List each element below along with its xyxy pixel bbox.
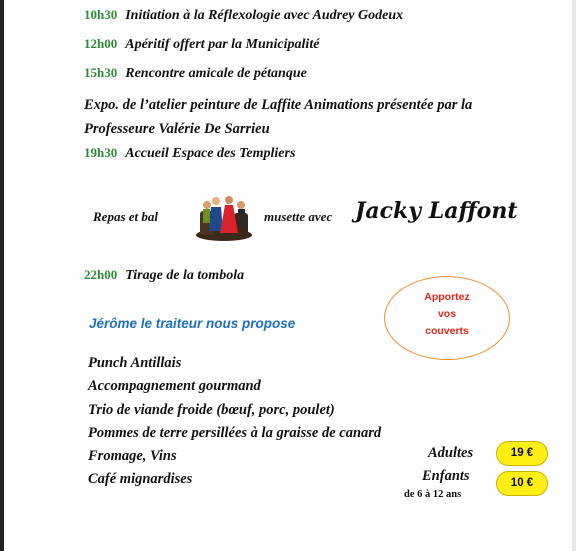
caterer-intro: Jérôme le traiteur nous propose xyxy=(89,316,296,331)
schedule-text: Accueil Espace des Templiers xyxy=(125,146,296,161)
menu-item: Fromage, Vins xyxy=(88,448,177,465)
schedule-text: Tirage de la tombola xyxy=(125,268,245,283)
children-label: Enfants xyxy=(422,468,470,484)
menu-item: Accompagnement gourmand xyxy=(88,378,261,395)
expo-line-2: Professeure Valérie De Sarrieu xyxy=(84,121,270,137)
bubble-line-2: vos xyxy=(437,308,457,320)
schedule-time: 22h00 xyxy=(84,267,118,282)
scan-edge-right xyxy=(572,0,576,551)
bubble-line-1: Apportez xyxy=(424,291,470,303)
schedule-time: 15h30 xyxy=(84,65,118,80)
schedule-text: Apéritif offert par la Municipalité xyxy=(125,37,320,52)
bal-middle: musette avec xyxy=(264,209,333,224)
performer-name: Jacky Laffont xyxy=(355,198,518,224)
children-price-badge: 10 € xyxy=(496,471,548,496)
menu-item: Trio de viande froide (bœuf, porc, poulet) xyxy=(88,401,335,418)
bal-prefix: Repas et bal xyxy=(93,209,158,224)
expo-line-1: Expo. de l’atelier peinture de Laffite Animations présentée par la xyxy=(84,97,473,113)
schedule-item xyxy=(84,145,295,162)
schedule-item xyxy=(84,36,319,53)
bubble-line-3: couverts xyxy=(425,325,469,337)
scan-edge-left xyxy=(0,0,4,551)
adults-label: Adultes xyxy=(428,445,474,461)
schedule-time: 10h30 xyxy=(84,7,118,22)
schedule-text: Initiation à la Réflexologie avec Audrey Godeux xyxy=(125,8,404,23)
menu-item: Punch Antillais xyxy=(88,355,182,371)
expo-announcement xyxy=(84,93,554,141)
schedule-item xyxy=(84,7,403,24)
schedule-item xyxy=(84,65,307,82)
schedule-time: 19h30 xyxy=(84,145,118,160)
children-age-range: de 6 à 12 ans xyxy=(404,489,462,500)
menu-item: Pommes de terre persillées à la graisse de canard xyxy=(88,424,382,441)
schedule-item xyxy=(84,267,244,284)
menu-item: Café mignardises xyxy=(88,471,193,488)
dancers-illustration xyxy=(194,191,254,241)
bring-cutlery-bubble xyxy=(384,276,510,360)
menu-list xyxy=(88,352,381,492)
adults-price-badge: 19 € xyxy=(496,441,548,466)
schedule-text: Rencontre amicale de pétanque xyxy=(125,66,307,81)
schedule-time: 12h00 xyxy=(84,36,118,51)
